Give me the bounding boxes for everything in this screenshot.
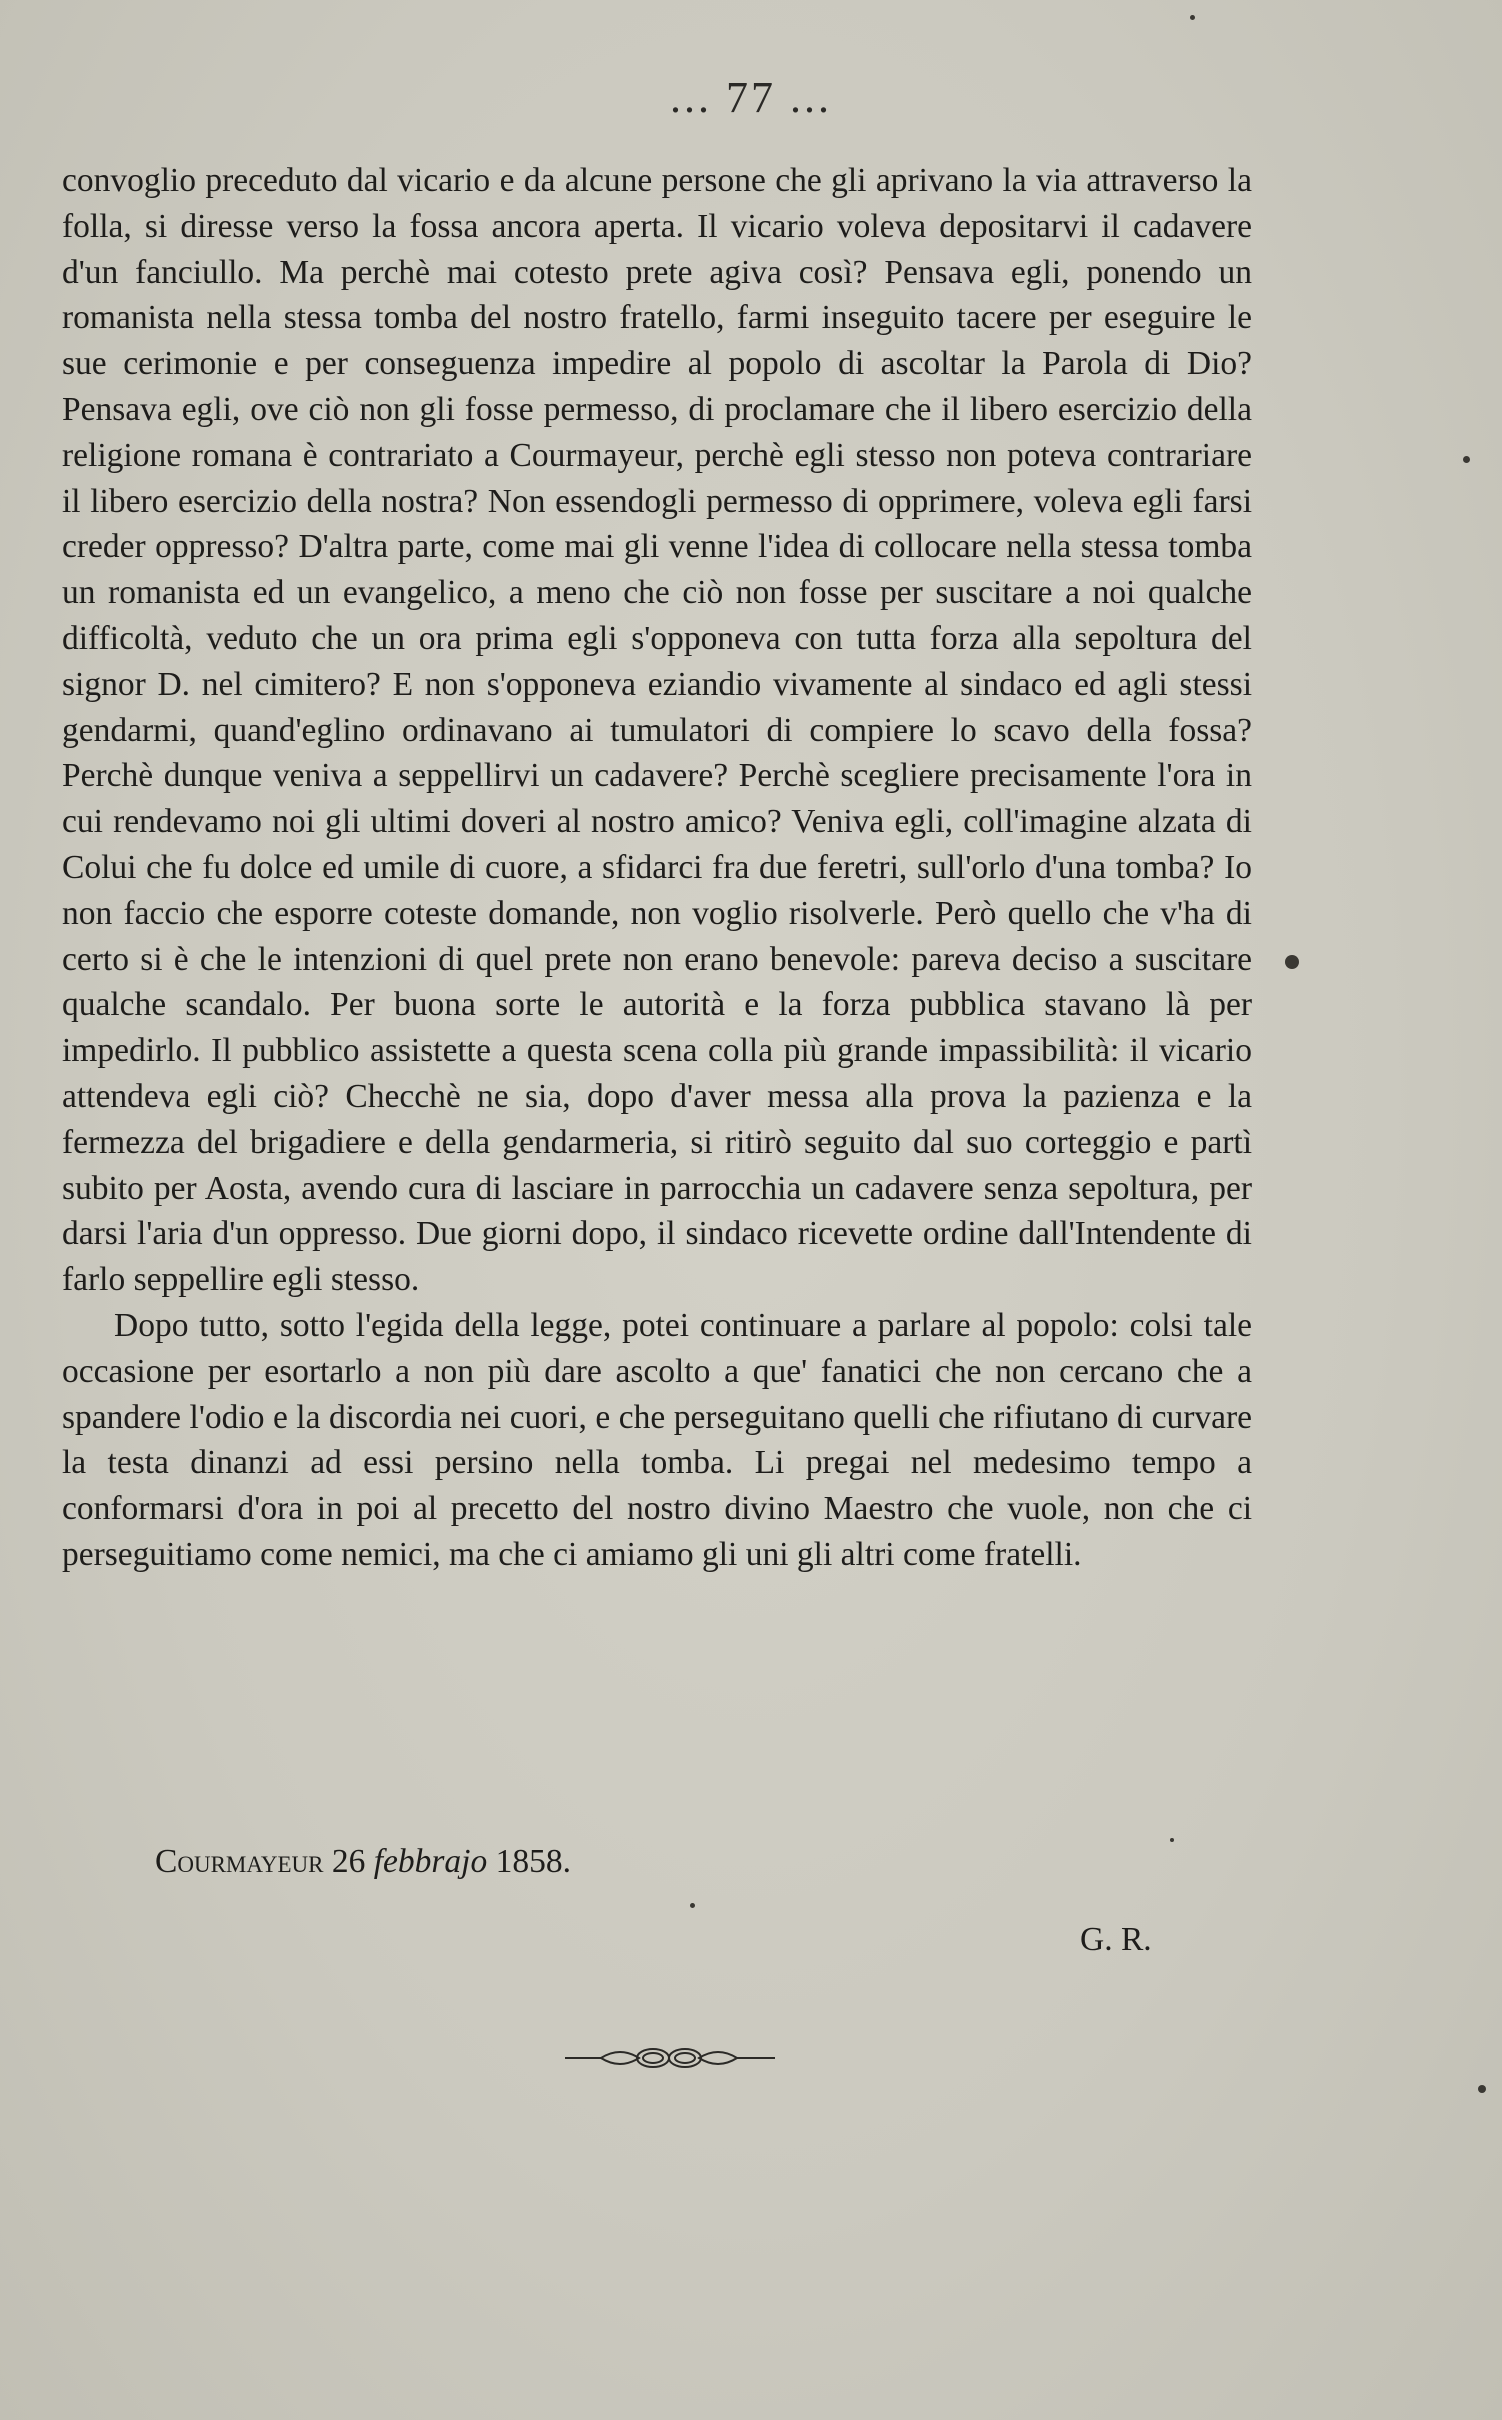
signature: G. R. [1080, 1921, 1152, 1958]
paper-speck [1285, 955, 1299, 969]
paper-speck [1190, 15, 1195, 20]
page-number: ... 77 ... [670, 73, 832, 122]
paper-speck [1170, 1838, 1174, 1842]
dateline [155, 1843, 571, 1881]
dateline-day: 26 [331, 1843, 366, 1880]
paper-speck [690, 1903, 695, 1908]
dateline-year: 1858. [495, 1843, 571, 1880]
paragraph: convoglio preceduto dal vicario e da alcune persone che gli aprivano la via attraverso la folla, si diresse verso la fossa ancora aperta. Il vicario voleva depositarvi il cadavere d'un fanciullo. Ma perchè mai cotesto prete agiva così? Pensava egli, ponendo un romanista nella stessa tomba del nostro fratello, farmi inseguito tacere per eseguire le sue cerimonie e per conseguenza impedire al popolo di ascoltar la Parola di Dio? Pensava egli, ove ciò non gli fosse permesso, di proclamare che il libero esercizio della religione romana è contrariato a Courmayeur, perchè egli stesso non poteva contrariare il libero esercizio della nostra? Non essendogli permesso di opprimere, voleva egli farsi creder oppresso? D'altra parte, come mai gli venne l'idea di collocare nella stessa tomba un romanista ed un evangelico, a meno che ciò non fosse per suscitare a noi qualche difficoltà, veduto che un ora prima egli s'opponeva con tutta forza alla sepoltura del signor D. nel cimitero? E non s'opponeva eziandio vivamente al sindaco ed agli stessi gendarmi, quand'eglino ordinavano ai tumulatori di compiere lo scavo della fossa? Perchè dunque veniva a seppellirvi un cadavere? Perchè scegliere precisamente l'ora in cui rendevamo noi gli ultimi doveri al nostro amico? Veniva egli, coll'imagine alzata di Colui che fu dolce ed umile di cuore, a sfidarci fra due feretri, sull'orlo d'una tomba? Io non faccio che esporre coteste domande, non voglio risolverle. Però quello che v'ha di certo si è che le intenzioni di quel prete non erano benevole: pareva deciso a suscitare qualche scandalo. Per buona sorte le autorità e la forza pubblica stavano là per impedirlo. Il pubblico assistette a questa scena colla più grande impassibilità: il vicario attendeva egli ciò? Checchè ne sia, dopo d'aver messa alla prova la pazienza e la fermezza del brigadiere e della gendarmeria, si ritirò seguito dal suo corteggio e partì subito per Aosta, avendo cura di lasciare in parrocchia un cadavere senza sepoltura, per darsi l'aria d'un oppresso. Due giorni dopo, il sindaco ricevette ordine dall'Intendente di farlo seppellire egli stesso. [62, 162, 1252, 1299]
paper-speck [1463, 456, 1470, 463]
ornament-divider [565, 2043, 775, 2073]
paragraph: Dopo tutto, sotto l'egida della legge, potei continuare a parlare al popolo: colsi tale occasione per esortarlo a non più dare ascolto a que' fanatici che non cercano che a spandere l'odio e la discordia nei cuori, e che perseguitano quelli che rifiutano di curvare la testa dinanzi ad essi persino nella tomba. Li pregai nel medesimo tempo a conformarsi d'ora in poi al precetto del nostro divino Maestro che vuole, non che ci perseguitiamo come nemici, ma che ci amiamo gli uni gli altri come fratelli. [62, 1306, 1252, 1573]
dateline-month: febbrajo [373, 1843, 488, 1880]
body-text [62, 158, 1252, 1578]
paper-speck [1478, 2085, 1486, 2093]
dateline-place: Courmayeur [155, 1843, 324, 1880]
